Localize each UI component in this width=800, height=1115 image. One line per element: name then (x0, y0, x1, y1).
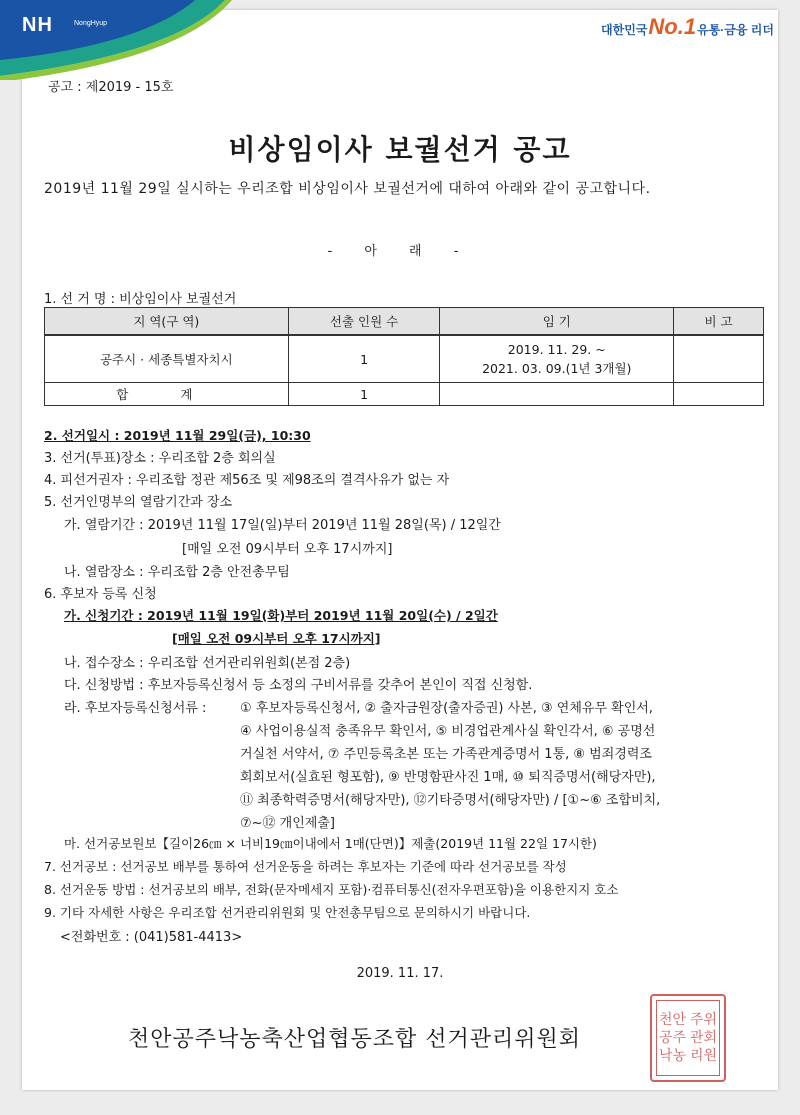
item-6a: 가. 신청기간 : 2019년 11월 19일(화)부터 2019년 11월 20일(수) / 2일간 (64, 608, 498, 623)
table-total-label: 합 계 (45, 383, 289, 406)
seal-char: 낙농 (658, 1048, 687, 1064)
below-heading: - 아 래 - (327, 244, 473, 259)
item-7: 7. 선거공보 : 선거공보 배부를 통하여 선거운동을 하려는 후보자는 기준에 따라 선거공보를 작성 (44, 859, 567, 874)
table-header-row (45, 308, 764, 336)
item-6d-label: 라. 후보자등록신청서류 : (64, 701, 207, 716)
table-cell-empty (674, 383, 764, 406)
item-1: 1. 선 거 명 : 비상임이사 보궐선거 (44, 292, 237, 307)
slogan-pre: 대한민국 (601, 23, 648, 37)
seal-char: 주위 (689, 1012, 718, 1028)
seal-char: 관회 (689, 1030, 718, 1046)
item-5a-hours: [매일 오전 09시부터 오후 17시까지] (182, 542, 393, 557)
item-6d-line: ④ 사업이용실적 충족유무 확인서, ⑤ 비경업관계사실 확인각서, ⑥ 공명선 (240, 724, 656, 739)
item-5: 5. 선거인명부의 열람기간과 장소 (44, 495, 233, 510)
notice-intro: 2019년 11월 29일 실시하는 우리조합 비상임이사 보궐선거에 대하여 아래와 같이 공고합니다. (44, 181, 651, 197)
table-cell-term (440, 335, 674, 383)
table-header-cell: 지 역(구 역) (45, 308, 289, 336)
item-6a-hours: [매일 오전 09시부터 오후 17시까지] (172, 631, 381, 646)
signature-line: 천안공주낙농축산업협동조합 선거관리위원회 (128, 1027, 582, 1052)
item-5a: 가. 열람기간 : 2019년 11월 17일(일)부터 2019년 11월 28일(목) / 12일간 (64, 518, 501, 533)
notice-title: 비상임이사 보궐선거 공고 (228, 133, 572, 166)
item-6e: 마. 선거공보원보【길이26㎝ × 너비19㎝이내에서 1매(단면)】제출(2019년 11월 22일 17시한) (64, 836, 597, 851)
table-cell-note (674, 335, 764, 383)
item-6: 6. 후보자 등록 신청 (44, 587, 157, 602)
item-5b: 나. 열람장소 : 우리조합 2층 안전총무팀 (64, 565, 290, 580)
item-6d-line: 거실천 서약서, ⑦ 주민등록초본 또는 가족관계증명서 1통, ⑧ 범죄경력조 (240, 747, 652, 762)
table-total-row (45, 383, 764, 406)
item-6d-line: 회회보서(실효된 형포함), ⑨ 반명함판사진 1매, ⑩ 퇴직증명서(해당자만), (240, 770, 656, 785)
notice-number: 공고 : 제2019 - 15호 (48, 80, 174, 95)
slogan-post: 유통·금융 리더 (697, 23, 774, 37)
table-cell-empty (440, 383, 674, 406)
item-6b: 나. 접수장소 : 우리조합 선거관리위원회(본점 2층) (64, 656, 351, 671)
seal-char: 공주 (658, 1030, 687, 1046)
item-9: 9. 기타 자세한 사항은 우리조합 선거관리위원회 및 안전총무팀으로 문의하시기 바랍니다. (44, 905, 531, 920)
term-line-1: 2019. 11. 29. ~ (507, 342, 606, 357)
item-6d-line: ⑦~⑫ 개인제출] (240, 816, 335, 831)
table-row (45, 335, 764, 383)
item-8: 8. 선거운동 방법 : 선거공보의 배부, 전화(문자메세지 포함)·컴퓨터통신(전자우편포함)을 이용한지지 호소 (44, 882, 619, 897)
item-3: 3. 선거(투표)장소 : 우리조합 2층 회의실 (44, 451, 276, 466)
slogan-no1: No.1 (648, 14, 697, 39)
item-6d-line: ① 후보자등록신청서, ② 출자금원장(출자증권) 사본, ③ 연체유무 확인서, (240, 701, 653, 716)
nh-logo: NH (22, 14, 53, 36)
seal-char: 천안 (658, 1012, 687, 1028)
table-cell-area: 공주시 · 세종특별자치시 (45, 335, 289, 383)
item-6d-line: ⑪ 최종학력증명서(해당자만), ⑫기타증명서(해당자만) / [①~⑥ 조합비치, (240, 793, 661, 808)
phone-number: <전화번호 : (041)581-4413> (60, 930, 243, 945)
item-6c: 다. 신청방법 : 후보자등록신청서 등 소정의 구비서류를 갖추어 본인이 직접 신청함. (64, 678, 533, 693)
seal-inner (656, 1000, 720, 1076)
item-4: 4. 피선거권자 : 우리조합 정관 제56조 및 제98조의 결격사유가 없는 자 (44, 473, 450, 488)
table-header-cell: 임 기 (440, 308, 674, 336)
nh-logo-sub: NongHyup (74, 20, 108, 27)
election-table (44, 307, 764, 406)
table-total-count: 1 (288, 383, 440, 406)
table-cell-count: 1 (288, 335, 440, 383)
official-seal (650, 994, 726, 1082)
table-header-cell: 비 고 (674, 308, 764, 336)
notice-date: 2019. 11. 17. (356, 966, 444, 981)
table-header-cell: 선출 인원 수 (288, 308, 440, 336)
item-2: 2. 선거일시 : 2019년 11월 29일(금), 10:30 (44, 428, 311, 443)
seal-char: 리원 (689, 1048, 718, 1064)
term-line-2: 2021. 03. 09.(1년 3개월) (482, 361, 632, 376)
